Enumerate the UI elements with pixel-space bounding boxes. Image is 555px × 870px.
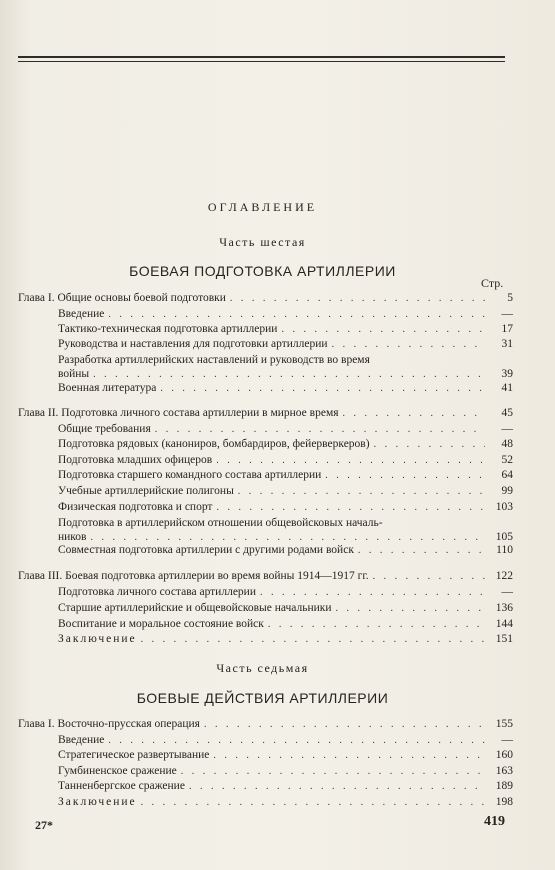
leader-dots [181,765,485,779]
page-number: 122 [495,570,513,582]
page-number: 198 [495,796,513,808]
toc-entry[interactable] [58,353,513,382]
page-number: 64 [501,469,513,481]
page-number: — [501,734,513,746]
section-title: БОЕВЫЕ ДЕЙСТВИЯ АРТИЛЛЕРИИ [136,690,389,706]
leader-dots [373,570,485,584]
leader-dots [155,423,485,437]
leader-dots [216,501,485,515]
entry-title: Глава I. Восточно-прусская операция [18,718,200,730]
leader-dots [281,323,485,337]
entry-title: Глава I. Общие основы боевой подготовки [18,292,226,304]
leader-dots [189,780,485,794]
toc-chapter[interactable] [18,291,513,306]
part-label: Часть шестая [219,235,306,249]
entry-title: Стратегическое развертывание [58,749,210,761]
leader-dots [230,292,485,306]
entry-title: Введение [58,308,105,320]
page-number: 163 [495,765,513,777]
page-number: 39 [501,368,513,380]
leader-dots [93,368,485,382]
toc-entry[interactable] [58,585,513,600]
toc-entry[interactable] [58,381,513,396]
toc-entry[interactable] [58,543,513,558]
toc-entry[interactable] [58,484,513,499]
page-number: — [501,586,513,598]
toc-entry[interactable] [58,500,513,515]
leader-dots [238,485,485,499]
entry-title: Подготовка младших офицеров [58,454,213,466]
entry-title: Подготовка старшего командного состава артиллерии [58,469,322,481]
leader-dots [160,382,485,396]
toc-chapter[interactable] [18,569,513,584]
toc-entry[interactable] [58,307,513,322]
entry-title: ников [58,531,87,543]
toc-chapter[interactable] [18,717,513,732]
entry-title: Руководства и наставления для подготовки артиллерии [58,338,328,350]
toc-entry[interactable] [58,748,513,763]
toc-entry[interactable] [58,601,513,616]
toc-entry[interactable] [58,453,513,468]
page-number: 136 [495,602,513,614]
toc-entry[interactable] [58,322,513,337]
leader-dots [343,407,485,421]
leader-dots [141,796,485,810]
entry-title: Тактико-техническая подготовка артиллерии [58,323,278,335]
toc-title: ОГЛАВЛЕНИЕ [207,200,318,214]
entry-title: Совместная подготовка артиллерии с другими родами войск [58,544,354,556]
toc-chapter[interactable] [18,406,513,421]
toc-entry[interactable] [58,422,513,437]
toc-entry[interactable] [58,764,513,779]
leader-dots [358,544,485,558]
entry-title: Общие требования [58,423,151,435]
page-number: 17 [501,323,513,335]
page-number: — [501,308,513,320]
leader-dots [216,454,485,468]
part-label: Часть седьмая [216,661,309,675]
toc-entry[interactable] [58,437,513,452]
page-number: 31 [501,338,513,350]
page-number: 105 [495,531,513,543]
entry-title: Глава III. Боевая подготовка артиллерии во время войны 1914—1917 гг. [18,570,369,582]
section-title: БОЕВАЯ ПОДГОТОВКА АРТИЛЛЕРИИ [129,263,396,279]
leader-dots [260,586,485,600]
entry-title: Гумбиненское сражение [58,765,177,777]
leader-dots [213,749,485,763]
entry-title: Воспитание и моральное состояние войск [58,618,264,630]
entry-title: Танненбергское сражение [58,780,185,792]
entry-title: войны [58,368,90,380]
entry-title: Учебные артиллерийские полигоны [58,485,234,497]
entry-title-first-line: Разработка артиллерийских наставлений и руководств во время [58,354,370,366]
page-number: — [501,423,513,435]
page-number: 160 [495,749,513,761]
header-rule [18,56,505,58]
leader-dots [141,633,485,647]
page-column-label: Стр. [481,276,504,290]
page-number: 144 [495,618,513,630]
page-number: 48 [501,438,513,450]
entry-title: Заключение [58,633,137,645]
leader-dots [332,338,485,352]
toc-entry[interactable] [58,779,513,794]
toc-entry[interactable] [58,468,513,483]
leader-dots [325,469,485,483]
page-number: 103 [495,501,513,513]
toc-entry[interactable] [58,516,513,545]
page-number: 155 [495,718,513,730]
page-number-footer: 419 [484,814,505,829]
page-number: 151 [495,633,513,645]
toc-entry[interactable] [58,337,513,352]
page-number: 41 [501,382,513,394]
leader-dots [374,438,485,452]
signature-mark: 27* [35,818,53,832]
entry-title: Старшие артиллерийские и общевойсковые начальники [58,602,332,614]
leader-dots [336,602,485,616]
entry-title: Введение [58,734,105,746]
entry-title: Подготовка рядовых (канониров, бомбардиров, фейерверкеров) [58,438,370,450]
toc-entry[interactable] [58,617,513,632]
entry-title: Заключение [58,796,137,808]
entry-title: Физическая подготовка и спорт [58,501,213,513]
entry-title-first-line: Подготовка в артиллерийском отношении общевойсковых началь- [58,517,383,529]
leader-dots [108,734,485,748]
entry-title: Глава II. Подготовка личного состава артиллерии в мирное время [18,407,339,419]
toc-entry[interactable] [58,733,513,748]
leader-dots [268,618,485,632]
toc-entry[interactable] [58,632,513,647]
page-number: 189 [495,780,513,792]
entry-title: Военная литература [58,382,157,394]
page-number: 45 [501,407,513,419]
page-number: 5 [507,292,513,304]
header-rule-thin [18,61,505,62]
page-number: 110 [496,544,513,556]
leader-dots [108,308,485,322]
leader-dots [204,718,485,732]
entry-title: Подготовка личного состава артиллерии [58,586,256,598]
page-number: 99 [501,485,513,497]
toc-entry[interactable] [58,795,513,810]
page-number: 52 [501,454,513,466]
